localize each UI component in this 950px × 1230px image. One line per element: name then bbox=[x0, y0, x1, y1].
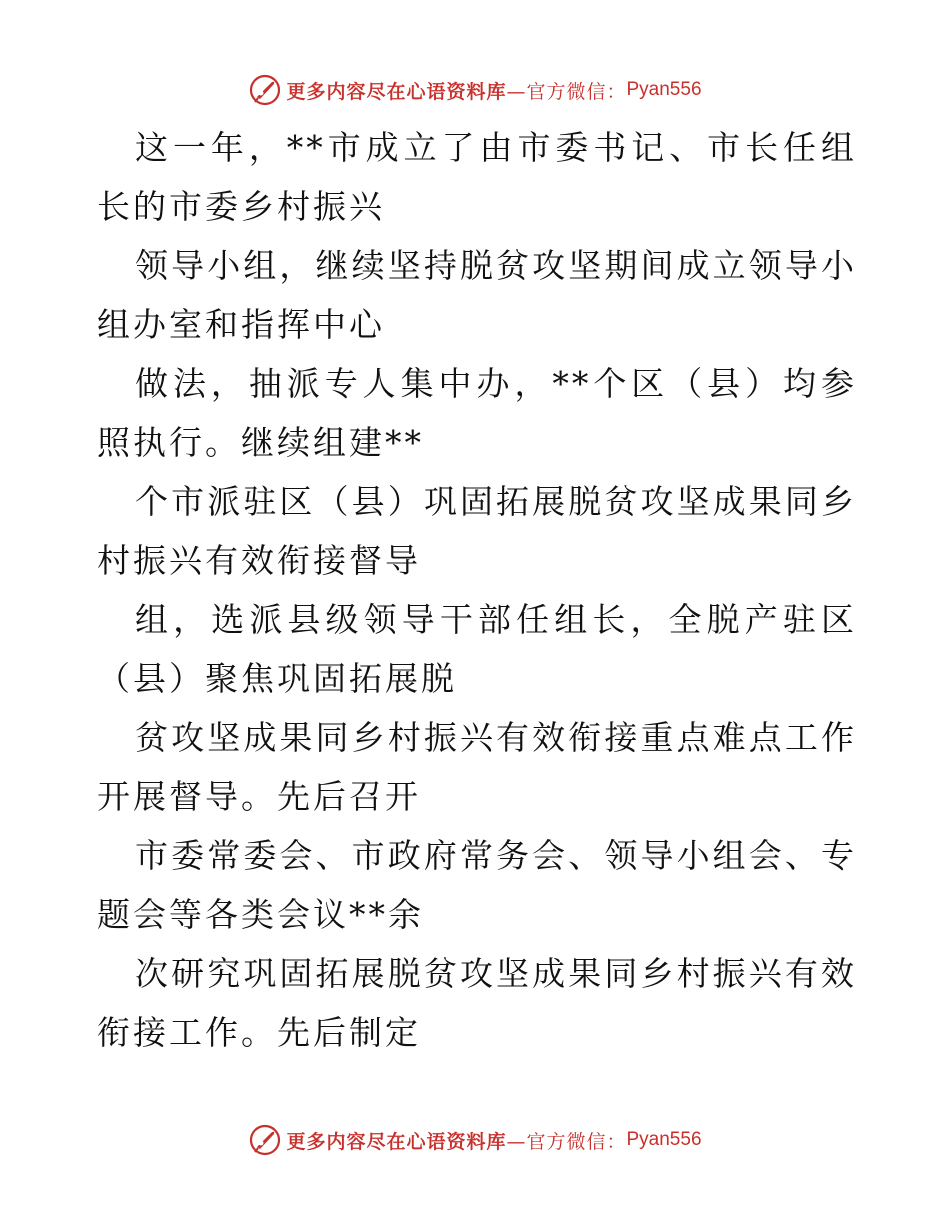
paragraph: 个市派驻区（县）巩固拓展脱贫攻坚成果同乡村振兴有效衔接督导 bbox=[97, 482, 857, 580]
footer-wechat-label: —官方微信： bbox=[506, 1130, 627, 1153]
paragraph: 这一年，**市成立了由市委书记、市长任组长的市委乡村振兴 bbox=[97, 128, 857, 226]
footer-watermark bbox=[0, 1120, 950, 1160]
header-watermark bbox=[0, 70, 950, 110]
paragraph: 领导小组，继续坚持脱贫攻坚期间成立领导小组办室和指挥中心 bbox=[97, 246, 857, 344]
header-brand-text: 更多内容尽在心语资料库 bbox=[286, 80, 507, 103]
paragraph: 贫攻坚成果同乡村振兴有效衔接重点难点工作开展督导。先后召开 bbox=[97, 718, 857, 816]
quill-logo-icon bbox=[248, 1123, 282, 1157]
paragraph: 市委常委会、市政府常务会、领导小组会、专题会等各类会议**余 bbox=[97, 836, 857, 934]
paragraph: 次研究巩固拓展脱贫攻坚成果同乡村振兴有效衔接工作。先后制定 bbox=[97, 954, 857, 1052]
header-wechat-label: —官方微信： bbox=[506, 80, 627, 103]
paragraph: 做法，抽派专人集中办，**个区（县）均参照执行。继续组建** bbox=[97, 364, 857, 462]
paragraph: 组，选派县级领导干部任组长，全脱产驻区（县）聚焦巩固拓展脱 bbox=[97, 600, 857, 698]
quill-logo-icon bbox=[248, 73, 282, 107]
document-body bbox=[97, 118, 857, 1062]
footer-wechat-id: Pyan556 bbox=[626, 1129, 702, 1150]
header-wechat-id: Pyan556 bbox=[626, 79, 702, 100]
footer-brand-text: 更多内容尽在心语资料库 bbox=[286, 1130, 507, 1153]
